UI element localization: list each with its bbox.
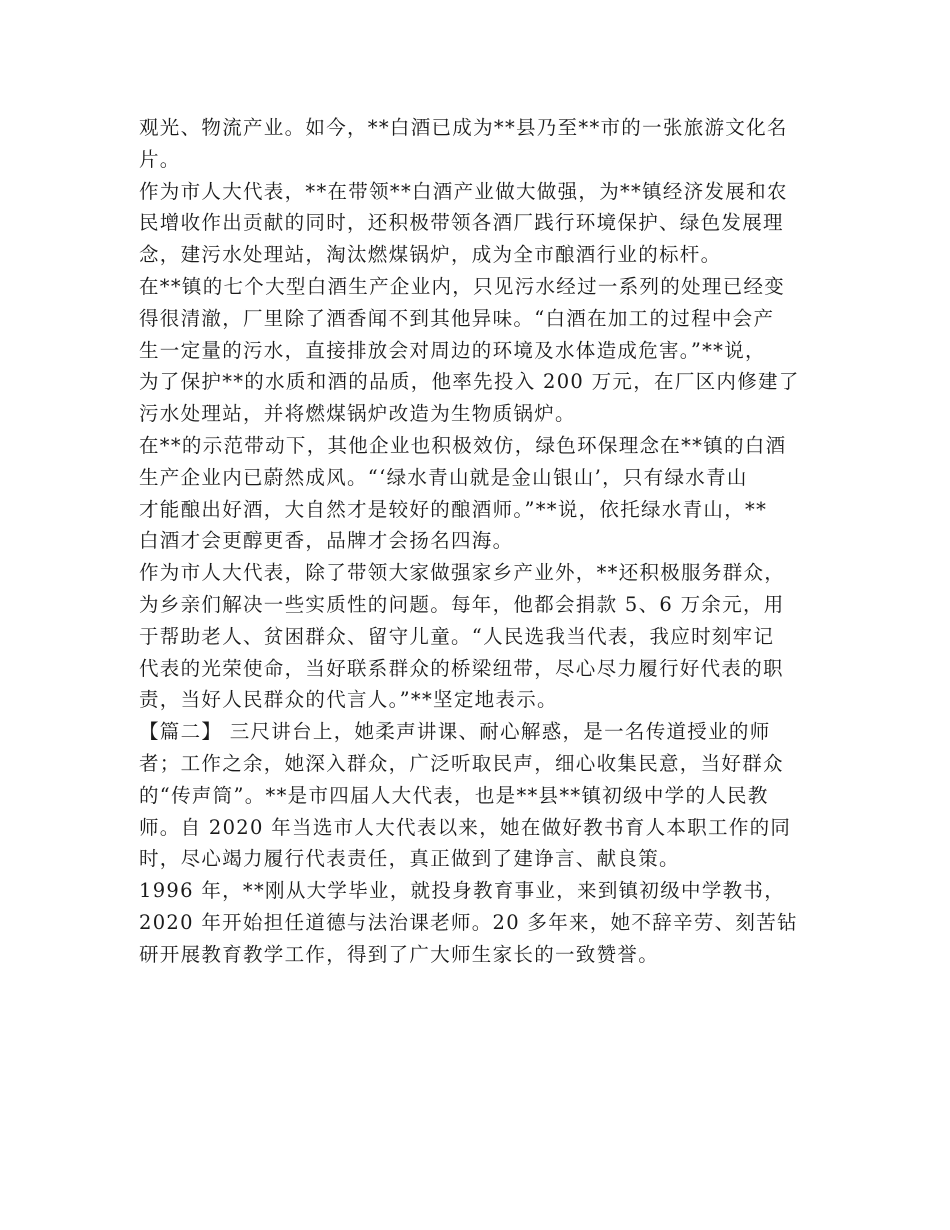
section-heading-line: 【篇二】 三尺讲台上，她柔声讲课、耐心解惑，是一名传道授业的师 (139, 720, 771, 744)
text-line: 代表的光荣使命，当好联系群众的桥梁纽带，尽心尽力履行好代表的职 (139, 656, 784, 680)
text-line: 污水处理站，并将燃煤锅炉改造为生物质锅炉。 (139, 402, 576, 426)
text-line: 念，建污水处理站，淘汰燃煤锅炉，成为全市酿酒行业的标杆。 (139, 243, 722, 267)
text-line: 民增收作出贡献的同时，还积极带领各酒厂践行环境保护、绿色发展理 (139, 211, 784, 235)
text-line: 师。自 2020 年当选市人大代表以来，她在做好教书育人本职工作的同 (139, 815, 792, 839)
text-line: 在**的示范带动下，其他企业也积极效仿，绿色环保理念在**镇的白酒 (139, 433, 787, 457)
text-line: 观光、物流产业。如今，**白酒已成为**县乃至**市的一张旅游文化名 (139, 116, 788, 139)
text-line: 片。 (139, 147, 181, 171)
text-line: 于帮助老人、贫困群众、留守儿童。“人民选我当代表，我应时刻牢记 (139, 624, 775, 648)
text-line: 1996 年，**刚从大学毕业，就投身教育事业，来到镇初级中学教书， (139, 879, 786, 903)
text-line: 为了保护**的水质和酒的品质，他率先投入 200 万元，在厂区内修建了 (139, 370, 800, 394)
text-line: 2020 年开始担任道德与法治课老师。20 多年来，她不辞辛劳、刻苦钻 (139, 910, 798, 934)
text-line: 责，当好人民群众的代言人。”**坚定地表示。 (139, 688, 558, 712)
document-body (139, 112, 815, 971)
text-line: 生产企业内已蔚然成风。“‘绿水青山就是金山银山’，只有绿水青山 (139, 465, 748, 489)
text-line: 生一定量的污水，直接排放会对周边的环境及水体造成危害。”**说， (139, 338, 766, 362)
text-line: 的“传声筒”。**是市四届人大代表，也是**县**镇初级中学的人民教 (139, 783, 769, 807)
text-line: 作为市人大代表，**在带领**白酒产业做大做强，为**镇经济发展和农 (139, 179, 788, 203)
text-line: 白酒才会更醇更香，品牌才会扬名四海。 (139, 529, 514, 553)
text-line: 才能酿出好酒，大自然才是较好的酿酒师。”**说，依托绿水青山，** (139, 497, 768, 521)
text-line: 得很清澈，厂里除了酒香闻不到其他异味。“白酒在加工的过程中会产 (139, 306, 775, 330)
text-line: 为乡亲们解决一些实质性的问题。每年，他都会捐款 5、6 万余元，用 (139, 592, 785, 616)
text-line: 者；工作之余，她深入群众，广泛听取民声，细心收集民意，当好群众 (139, 751, 784, 775)
text-line: 作为市人大代表，除了带领大家做强家乡产业外，**还积极服务群众， (139, 561, 786, 585)
text-line: 研开展教育教学工作，得到了广大师生家长的一致赞誉。 (139, 942, 660, 966)
text-line: 在**镇的七个大型白酒生产企业内，只见污水经过一系列的处理已经变 (139, 274, 786, 298)
text-line: 时，尽心竭力履行代表责任，真正做到了建诤言、献良策。 (139, 847, 680, 871)
